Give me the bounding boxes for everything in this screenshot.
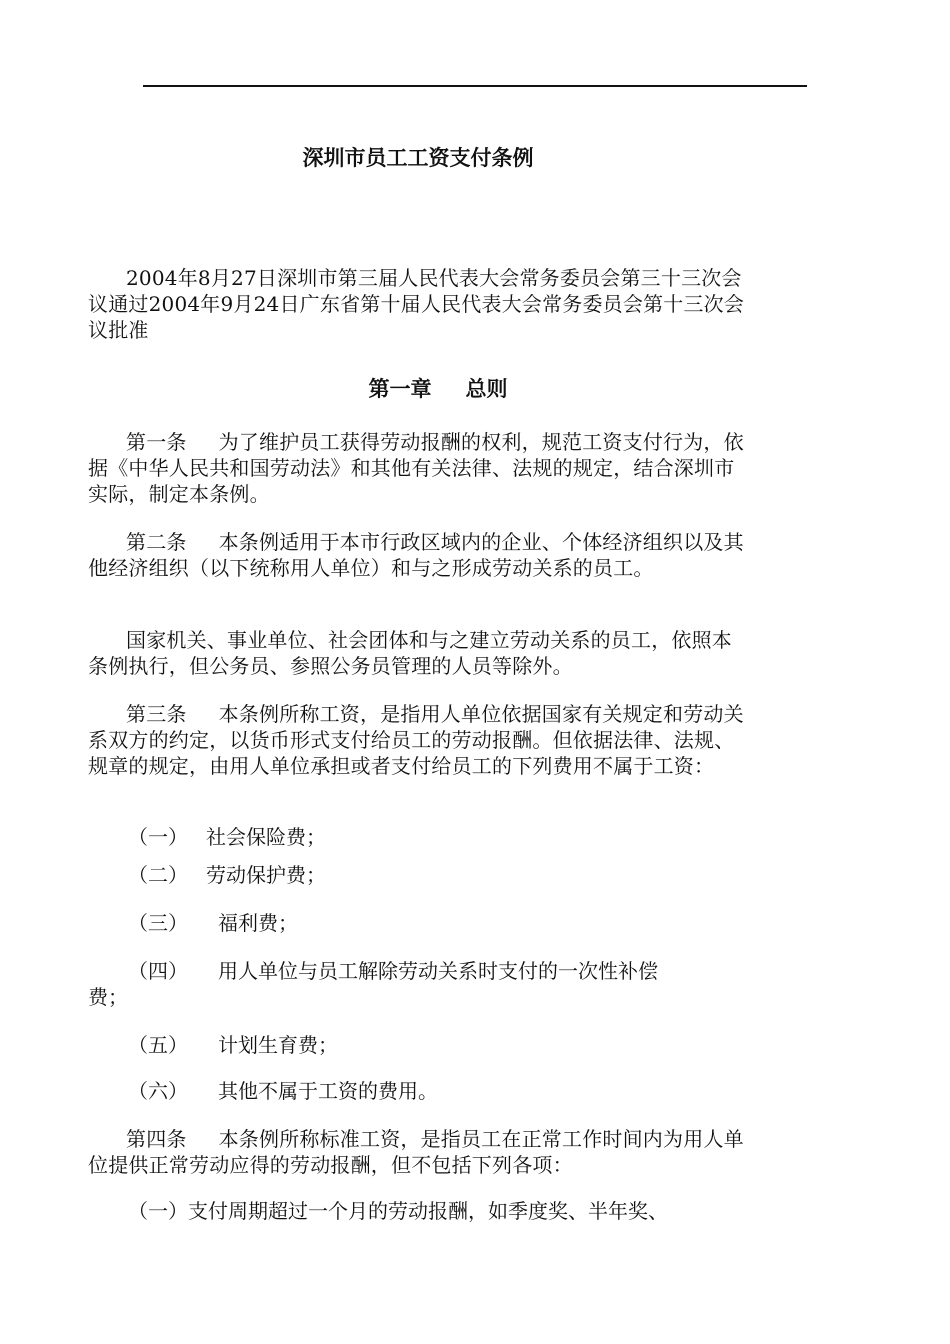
article-4-label: 第四条 [126, 1127, 187, 1151]
article-2 [88, 529, 748, 581]
item-text: 社会保险费； [206, 825, 326, 849]
item-text: 计划生育费； [218, 1033, 338, 1057]
article-4-text: 本条例所称标准工资，是指员工在正常工作时间内为用人单位提供正常劳动应得的劳动报酬，但不包括下列各项： [88, 1127, 744, 1177]
article-2-text: 本条例适用于本市行政区域内的企业、个体经济组织以及其他经济组织（以下统称用人单位）和与之形成劳动关系的员工。 [88, 530, 744, 580]
article-3-item-3 [128, 910, 298, 936]
article-3-item-5 [128, 1032, 338, 1058]
item-number: （一） [128, 825, 188, 849]
article-3-item-6 [128, 1078, 438, 1104]
chapter-number: 第一章 [368, 377, 432, 401]
item-text: 用人单位与员工解除劳动关系时支付的一次性补偿 [218, 959, 658, 983]
document-title: 深圳市员工工资支付条例 [302, 146, 534, 170]
article-3-text: 本条例所称工资，是指用人单位依据国家有关规定和劳动关系双方的约定，以货币形式支付给员工的劳动报酬。但依据法律、法规、规章的规定，由用人单位承担或者支付给员工的下列费用不属于工资： [88, 702, 744, 778]
preamble-paragraph: 2004年8月27日深圳市第三届人民代表大会常务委员会第三十三次会议通过2004年9月24日广东省第十届人民代表大会常务委员会第十三次会议批准 [88, 266, 745, 342]
header-rule [143, 85, 807, 87]
item-text: 福利费； [218, 911, 298, 935]
article-4-item-1: （一）支付周期超过一个月的劳动报酬，如季度奖、半年奖、 [128, 1199, 668, 1223]
article-4 [88, 1126, 748, 1178]
article-3-item-2 [128, 862, 326, 888]
chapter-name: 总则 [465, 377, 508, 401]
item-text: 其他不属于工资的费用。 [218, 1079, 438, 1103]
item-number: （四） [128, 959, 188, 983]
article-1-label: 第一条 [126, 430, 187, 454]
chapter-heading [0, 373, 876, 403]
article-3-item-4-continuation: 费； [88, 985, 128, 1009]
item-text: 劳动保护费； [206, 863, 326, 887]
article-2-label: 第二条 [126, 530, 187, 554]
item-number: （三） [128, 911, 188, 935]
item-number: （五） [128, 1033, 188, 1057]
item-number: （六） [128, 1079, 188, 1103]
article-3-label: 第三条 [126, 702, 187, 726]
item-number: （二） [128, 863, 188, 887]
article-1-text: 为了维护员工获得劳动报酬的权利，规范工资支付行为，依据《中华人民共和国劳动法》和其他有关法律、法规的规定，结合深圳市实际，制定本条例。 [88, 430, 744, 506]
article-3-item-4 [128, 958, 658, 984]
article-3-item-1 [128, 824, 326, 850]
article-2-paragraph-2: 国家机关、事业单位、社会团体和与之建立劳动关系的员工，依照本条例执行，但公务员、参照公务员管理的人员等除外。 [88, 628, 732, 678]
article-3 [88, 701, 748, 779]
article-1 [88, 429, 748, 507]
